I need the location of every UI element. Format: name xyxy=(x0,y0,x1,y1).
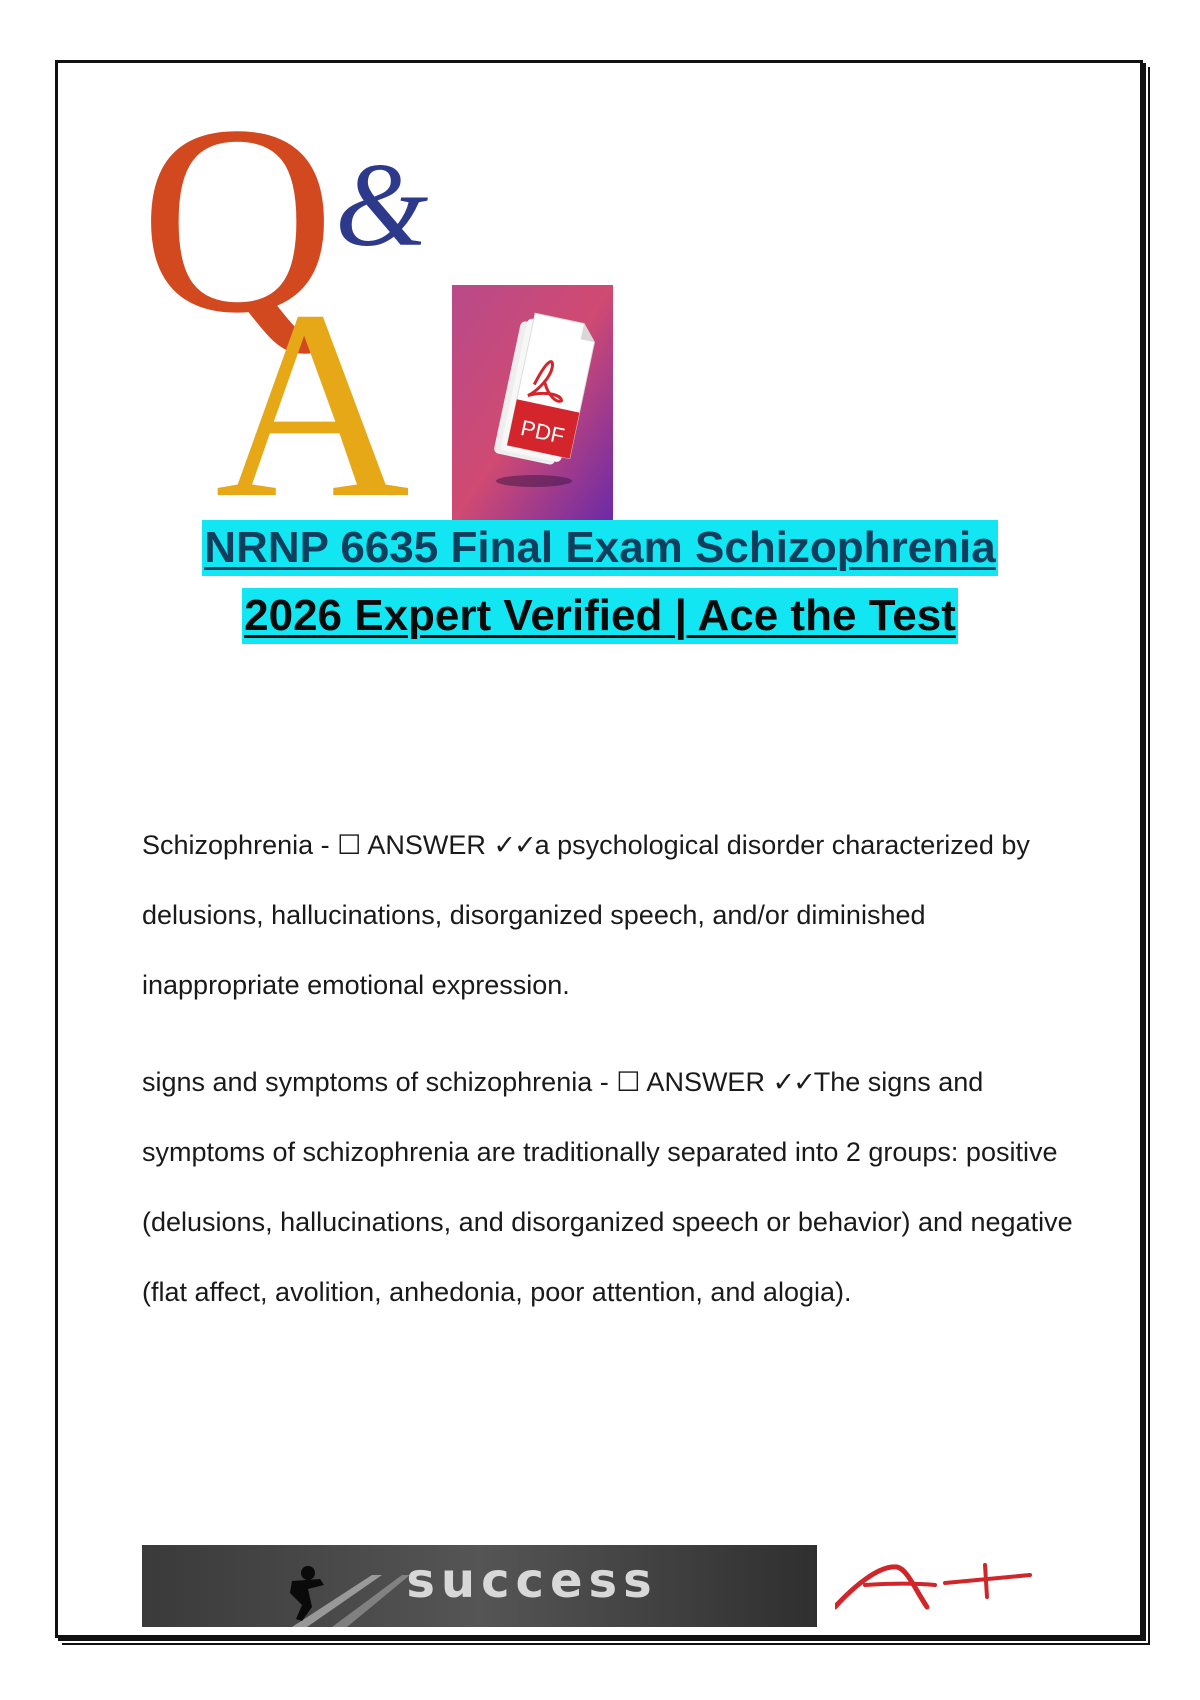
answer-marker: ☐ ANSWER xyxy=(616,1067,773,1097)
qa-entry xyxy=(142,1047,1082,1327)
title-line-2: 2026 Expert Verified | Ace the Test xyxy=(242,588,958,644)
title-line-1: NRNP 6635 Final Exam Schizophrenia xyxy=(202,520,997,576)
entry-answer: The signs and symptoms of schizophrenia are traditionally separated into 2 groups: positive (delusions, hallucinations, and disorganized speech or behavior) and negative (flat affect, avolition, anhedonia, poor attention, and alogia). xyxy=(142,1067,1073,1307)
answer-marker: ☐ ANSWER xyxy=(337,830,494,860)
entry-term: Schizophrenia - xyxy=(142,830,338,860)
entry-term: signs and symptoms of schizophrenia - xyxy=(142,1067,617,1097)
qa-logo xyxy=(140,75,460,515)
logo-amp-symbol: & xyxy=(335,138,429,271)
check-marks-icon: ✓✓ xyxy=(493,830,535,860)
entry-answer: a psychological disorder characterized by delusions, hallucinations, disorganized speech, and/or diminished inappropriate emotional expression. xyxy=(142,830,1030,1000)
document-title xyxy=(100,520,1100,644)
success-banner-image xyxy=(142,1545,817,1627)
logo-q-letter: Q xyxy=(140,75,335,369)
grade-label: A+ xyxy=(835,1545,837,1546)
qa-entry xyxy=(142,810,1082,1020)
logo-a-letter: A xyxy=(215,255,410,515)
success-text: success xyxy=(406,1553,658,1609)
pdf-file-icon xyxy=(452,285,613,523)
grade-a-plus xyxy=(835,1545,1035,1627)
pdf-badge-label: PDF xyxy=(518,415,567,449)
check-marks-icon: ✓✓ xyxy=(772,1067,814,1097)
